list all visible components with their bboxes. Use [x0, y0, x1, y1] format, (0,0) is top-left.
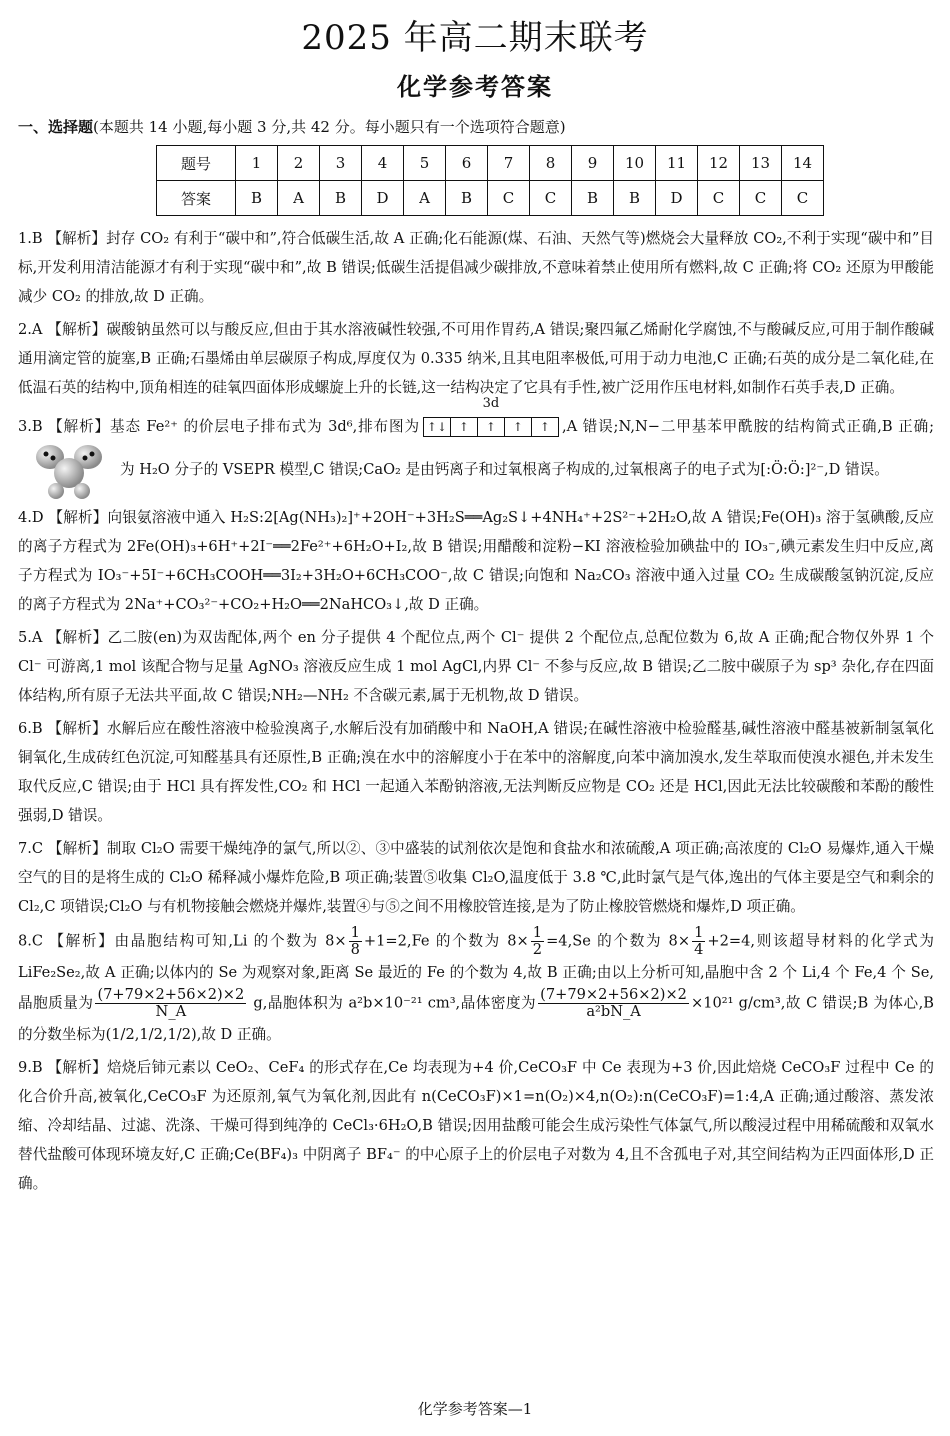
q-answer: B [320, 181, 362, 216]
answer-table-number-row [157, 146, 824, 181]
explanation-9: 9.B 【解析】焙烧后铈元素以 CeO₂、CeF₄ 的形式存在,Ce 均表现为+4 价,CeCO₃F 中 Ce 表现为+3 价,因此焙烧 CeCO₃F 过程中 Ce 的化合价升高,被氧化,CeCO₃F 为还原剂,氧气为氧化剂,因此有 n(CeCO₃F)×1=n(O₂)×4,n(O₂):n(CeCO₃F)=1:4,A 正确;通过酸溶、蒸发浓缩、冷却结晶、过滤、洗涤、干燥可得到纯净的 CeCl₃·6H₂O,B 错误;因用盐酸可能会生成污染性气体氯气,所以酸浸过程中用稀硫酸和双氧水替代盐酸可体现环境友好,C 正确;Ce(BF₄)₃ 中阴离子 BF₄⁻ 的中心原子上的价层电子对数为 4,且不含孤电子对,其空间结构为正四面体形,D 正确。 [18, 1059, 934, 1192]
explanation-4: 4.D 【解析】向银氨溶液中通入 H₂S:2[Ag(NH₃)₂]⁺+2OH⁻+3H₂S══Ag₂S↓+4NH₄⁺+2S²⁻+2H₂O,故 A 错误;Fe(OH)₃ 溶于氢碘酸,反应的离子方程式为 2Fe(OH)₃+6H⁺+2I⁻══2Fe²⁺+6H₂O+I₂,故 B 错误;用醋酸和淀粉−KI 溶液检验加碘盐中的 IO₃⁻,碘元素发生归中反应,离子方程式为 IO₃⁻+5I⁻+6CH₃COOH══3I₂+3H₂O+6CH₃COO⁻,故 C 错误;向饱和 Na₂CO₃ 溶液中通入过量 CO₂ 生成碳酸氢钠沉淀,反应的离子方程式为 2Na⁺+CO₃²⁻+CO₂+H₂O══2NaHCO₃↓,故 D 正确。 [18, 509, 934, 613]
fraction-numerator: 1 [532, 924, 543, 941]
explanation-5: 5.A 【解析】乙二胺(en)为双齿配体,两个 en 分子提供 4 个配位点,两个 Cl⁻ 提供 2 个配位点,总配位数为 6,故 A 正确;配合物仅外界 1 个 Cl⁻ 可游离,1 mol 该配合物与足量 AgNO₃ 溶液反应生成 1 mol AgCl,内界 Cl⁻ 不参与反应,故 B 错误;乙二胺中碳原子为 sp³ 杂化,存在四面体结构,所有原子无法共平面,故 C 错误;NH₂—NH₂ 不含碳元素,属于无机物,故 D 错误。 [18, 629, 934, 704]
fraction-numerator: 1 [694, 924, 704, 941]
q-number: 7 [488, 146, 530, 181]
fraction-numerator: (7+79×2+56×2)×2 [540, 986, 687, 1003]
q-number: 5 [404, 146, 446, 181]
q8-text-d: +2=4,则该超导材料的化学式为 LiFe₂Se₂,故 A 正确;以体内的 Se 为观察对象,距离 Se 最近的 Fe 的个数为 4,故 B 正确;由以上分析可知,晶胞中含 2 个 Li,4 个 Fe,4 个 Se,晶胞质量为 [18, 932, 935, 1012]
fraction [538, 987, 689, 1020]
q-answer: B [236, 181, 278, 216]
q-answer: B [446, 181, 488, 216]
q-number: 12 [698, 146, 740, 181]
q-number: 2 [278, 146, 320, 181]
fraction-denominator: N_A [155, 1003, 187, 1020]
q-number: 14 [782, 146, 824, 181]
q8-text-a: 8.C 【解析】由晶胞结构可知,Li 的个数为 8× [18, 932, 347, 950]
q3-text-c: 为 H₂O 分子的 VSEPR 模型,C 错误;CaO₂ 是由钙离子和过氧根离子构成的,过氧根离子的电子式为[:Ö:Ö:]²⁻,D 错误。 [120, 461, 889, 478]
explanation-8 [18, 925, 934, 1049]
orbital-box: ↑ [478, 418, 505, 436]
q3-text-b: ,A 错误;N,N−二甲基苯甲酰胺的结构简式正确,B 正确; [561, 418, 934, 435]
q-answer: C [740, 181, 782, 216]
vsepr-model-icon [24, 441, 114, 499]
q-number: 4 [362, 146, 404, 181]
q-number: 3 [320, 146, 362, 181]
fraction-denominator: 8 [350, 941, 360, 958]
orbital-box: ↑ [505, 418, 532, 436]
fraction [531, 925, 544, 958]
answer-table-answer-row [157, 181, 824, 216]
q8-text-c: =4,Se 的个数为 8× [546, 932, 691, 950]
fraction [95, 987, 246, 1020]
orbital-box: ↑↓ [424, 418, 451, 436]
fraction [692, 925, 705, 958]
q-number: 9 [572, 146, 614, 181]
q3-text-a: 3.B 【解析】基态 Fe²⁺ 的价层电子排布式为 3d⁶,排布图为 [18, 418, 420, 435]
explanation-7: 7.C 【解析】制取 Cl₂O 需要干燥纯净的氯气,所以②、③中盛装的试剂依次是饱和食盐水和浓硫酸,A 项正确;高浓度的 Cl₂O 易爆炸,通入干燥空气的目的是将生成的 Cl₂O 稀释减小爆炸危险,B 项正确;装置⑤收集 Cl₂O,温度低于 3.8 ℃,此时氯气是气体,逸出的气体主要是空气和剩余的 Cl₂,C 项错误;Cl₂O 与有机物接触会燃烧并爆炸,装置④与⑤之间不用橡胶管连接,是为了防止橡胶管燃烧和爆炸,D 项正确。 [18, 840, 934, 915]
fraction-denominator: 4 [694, 941, 704, 958]
number-row-head: 题号 [157, 146, 236, 181]
section-label: 一、选择题 [18, 118, 94, 136]
fraction-numerator: (7+79×2+56×2)×2 [97, 986, 245, 1003]
q-answer: C [530, 181, 572, 216]
q-number: 1 [236, 146, 278, 181]
q-number: 8 [530, 146, 572, 181]
q-answer: B [614, 181, 656, 216]
fraction-denominator: a²bN_A [586, 1003, 641, 1020]
orbital-box: ↑ [539, 419, 550, 434]
page-footer: 化学参考答案—1 [417, 1400, 533, 1418]
q-answer: A [404, 181, 446, 216]
page-subtitle: 化学参考答案 [397, 72, 553, 101]
orbital-label: 3d [482, 396, 500, 411]
q-answer: B [572, 181, 614, 216]
q-answer: D [656, 181, 698, 216]
q-number: 11 [656, 146, 698, 181]
explanation-6: 6.B 【解析】水解后应在酸性溶液中检验溴离子,水解后没有加硝酸中和 NaOH,A 错误;在碱性溶液中检验醛基,碱性溶液中醛基被新制氢氧化铜氧化,生成砖红色沉淀,可知醛基具有还原性,B 正确;溴在水中的溶解度小于在苯中的溶解度,向苯中滴加溴水,发生萃取而使溴水褪色,并未发生取代反应,C 错误;由于 HCl 具有挥发性,CO₂ 和 HCl 一起通入苯酚钠溶液,无法判断反应物是 CO₂ 还是 HCl,因此无法比较碳酸和苯酚的酸性强弱,D 错误。 [18, 720, 934, 824]
q8-text-b: +1=2,Fe 的个数为 8× [363, 932, 529, 950]
q-number: 13 [740, 146, 782, 181]
orbital-box: ↑ [451, 418, 478, 436]
q8-text-e: g,晶胞体积为 a²b×10⁻²¹ cm³,晶体密度为 [248, 994, 537, 1012]
q-answer: C [488, 181, 530, 216]
section-note: (本题共 14 小题,每小题 3 分,共 42 分。每小题只有一个选项符合题意) [93, 118, 566, 136]
explanation-2: 2.A 【解析】碳酸钠虽然可以与酸反应,但由于其水溶液碱性较强,不可用作胃药,A 错误;聚四氟乙烯耐化学腐蚀,不与酸碱反应,可用于制作酸碱通用滴定管的旋塞,B 正确;石墨烯由单层碳原子构成,厚度仅为 0.335 纳米,且其电阻率极低,可用于动力电池,C 正确;石英的成分是二氧化硅,在低温石英的结构中,顶角相连的硅氧四面体形成螺旋上升的长链,这一结构决定了它具有手性,被广泛用作压电材料,如制作石英手表,D 正确。 [18, 321, 934, 396]
q-answer: C [782, 181, 824, 216]
page-title: 2025 年高二期末联考 [301, 18, 649, 58]
explanation-1: 1.B 【解析】封存 CO₂ 有利于“碳中和”,符合低碳生活,故 A 正确;化石能源(煤、石油、天然气等)燃烧会大量释放 CO₂,不利于实现“碳中和”目标,开发利用清洁能源才有利于实现“碳中和”,故 B 错误;低碳生活提倡减少碳排放,不意味着禁止使用所有燃料,故 C 正确;将 CO₂ 还原为甲酸能减少 CO₂ 的排放,故 D 正确。 [18, 230, 934, 305]
q-number: 10 [614, 146, 656, 181]
q-answer: C [698, 181, 740, 216]
section-heading [18, 116, 938, 138]
q8-text-f: ×10²¹ g/cm³,故 C 错误;B 为体心,B 的分数坐标为(1/2,1/2,1/2),故 D 正确。 [18, 994, 934, 1043]
fraction-numerator: 1 [350, 924, 360, 941]
answer-table [156, 145, 824, 216]
q-number: 6 [446, 146, 488, 181]
q-answer: D [362, 181, 404, 216]
answer-row-head: 答案 [157, 181, 236, 216]
fraction-denominator: 2 [532, 941, 543, 958]
fraction [349, 925, 362, 958]
q-answer: A [278, 181, 320, 216]
orbital-diagram [423, 396, 559, 437]
explanations [18, 224, 934, 1202]
explanation-3 [18, 396, 934, 499]
